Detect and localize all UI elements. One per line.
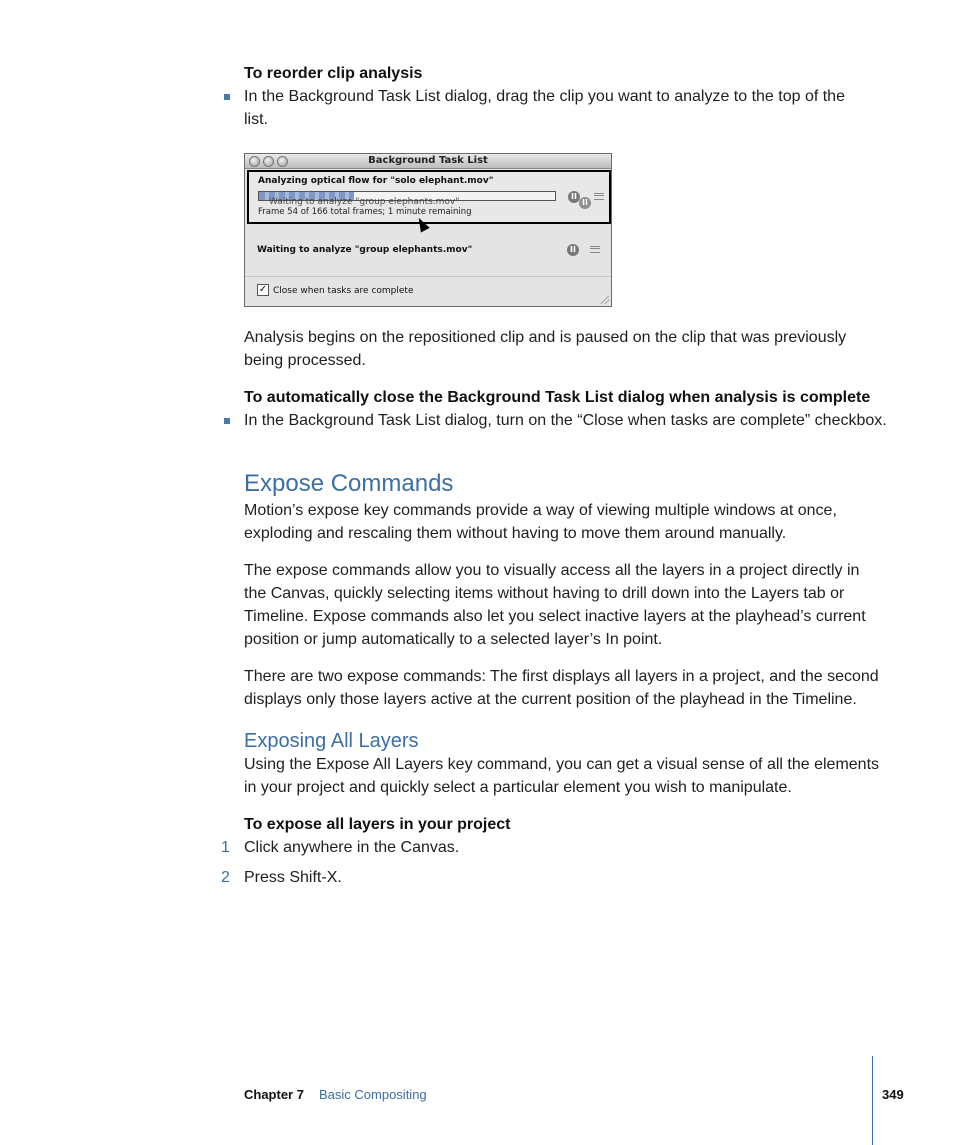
paragraph-line: the Canvas, quickly selecting items without having to drill down into the Layers tab or	[244, 585, 845, 602]
task-heading-expose-all: To expose all layers in your project	[244, 816, 511, 833]
pause-icon[interactable]: II	[567, 244, 579, 256]
paragraph-line: Timeline. Expose commands also let you select inactive layers at the playhead’s current	[244, 608, 866, 625]
paragraph-line: in your project and quickly select a particular element you wish to manipulate.	[244, 779, 792, 796]
dragged-task-label: Waiting to analyze "group elephants.mov"	[269, 197, 460, 207]
bullet-marker	[224, 94, 230, 100]
pause-icon[interactable]: II	[568, 191, 580, 203]
resize-grip-icon[interactable]	[599, 294, 609, 304]
footer-chapter-title: Basic Compositing	[319, 1087, 427, 1102]
drag-handle-icon[interactable]	[590, 246, 600, 253]
step-number: 1	[221, 839, 230, 856]
paragraph-line: There are two expose commands: The first displays all layers in a project, and the second	[244, 668, 879, 685]
dialog-divider	[245, 276, 611, 277]
task1-status: Frame 54 of 166 total frames; 1 minute remaining	[258, 207, 472, 217]
paragraph-line: Using the Expose All Layers key command, you can get a visual sense of all the elements	[244, 756, 880, 773]
paragraph-line: Motion’s expose key commands provide a way of viewing multiple windows at once,	[244, 502, 837, 519]
step-text: Click anywhere in the Canvas.	[244, 839, 460, 856]
task2-label: Waiting to analyze "group elephants.mov"	[257, 245, 473, 255]
step-text: Press Shift-X.	[244, 869, 342, 886]
checkbox-label: Close when tasks are complete	[273, 286, 414, 296]
task-heading-close: To automatically close the Background Task List dialog when analysis is complete	[244, 389, 871, 406]
paragraph-line: The expose commands allow you to visually access all the layers in a project directly in	[244, 562, 860, 579]
bullet-text-reorder-line2: list.	[244, 111, 268, 128]
task-row-active[interactable]	[247, 170, 611, 224]
footer-divider	[872, 1056, 873, 1145]
subsection-heading-exposing-all: Exposing All Layers	[244, 730, 419, 752]
drag-handle-icon[interactable]	[594, 193, 604, 200]
task1-label: Analyzing optical flow for "solo elephant.mov"	[258, 176, 494, 186]
paragraph-line: exploding and rescaling them without having to move them around manually.	[244, 525, 787, 542]
paragraph-line: position or jump automatically to a selected layer’s In point.	[244, 631, 663, 648]
paragraph-line: being processed.	[244, 352, 366, 369]
task-heading-reorder: To reorder clip analysis	[244, 65, 423, 82]
page-number: 349	[882, 1087, 904, 1102]
bullet-text-close: In the Background Task List dialog, turn on the “Close when tasks are complete” checkbox.	[244, 412, 887, 429]
background-task-list-dialog	[244, 153, 612, 307]
paragraph-line: displays only those layers active at the current position of the playhead in the Timeline.	[244, 691, 857, 708]
dragged-pause-icon: II	[579, 197, 591, 209]
mouse-pointer-icon	[414, 215, 429, 232]
close-when-complete-checkbox[interactable]: ✓	[258, 284, 268, 295]
footer-chapter: Chapter 7	[244, 1087, 304, 1102]
paragraph-line: Analysis begins on the repositioned clip and is paused on the clip that was previously	[244, 329, 847, 346]
section-heading-expose: Expose Commands	[244, 470, 454, 497]
bullet-text-reorder-line1: In the Background Task List dialog, drag the clip you want to analyze to the top of the	[244, 88, 845, 105]
step-number: 2	[221, 869, 230, 886]
dialog-titlebar	[245, 154, 611, 169]
dialog-title: Background Task List	[368, 155, 488, 166]
bullet-marker	[224, 418, 230, 424]
